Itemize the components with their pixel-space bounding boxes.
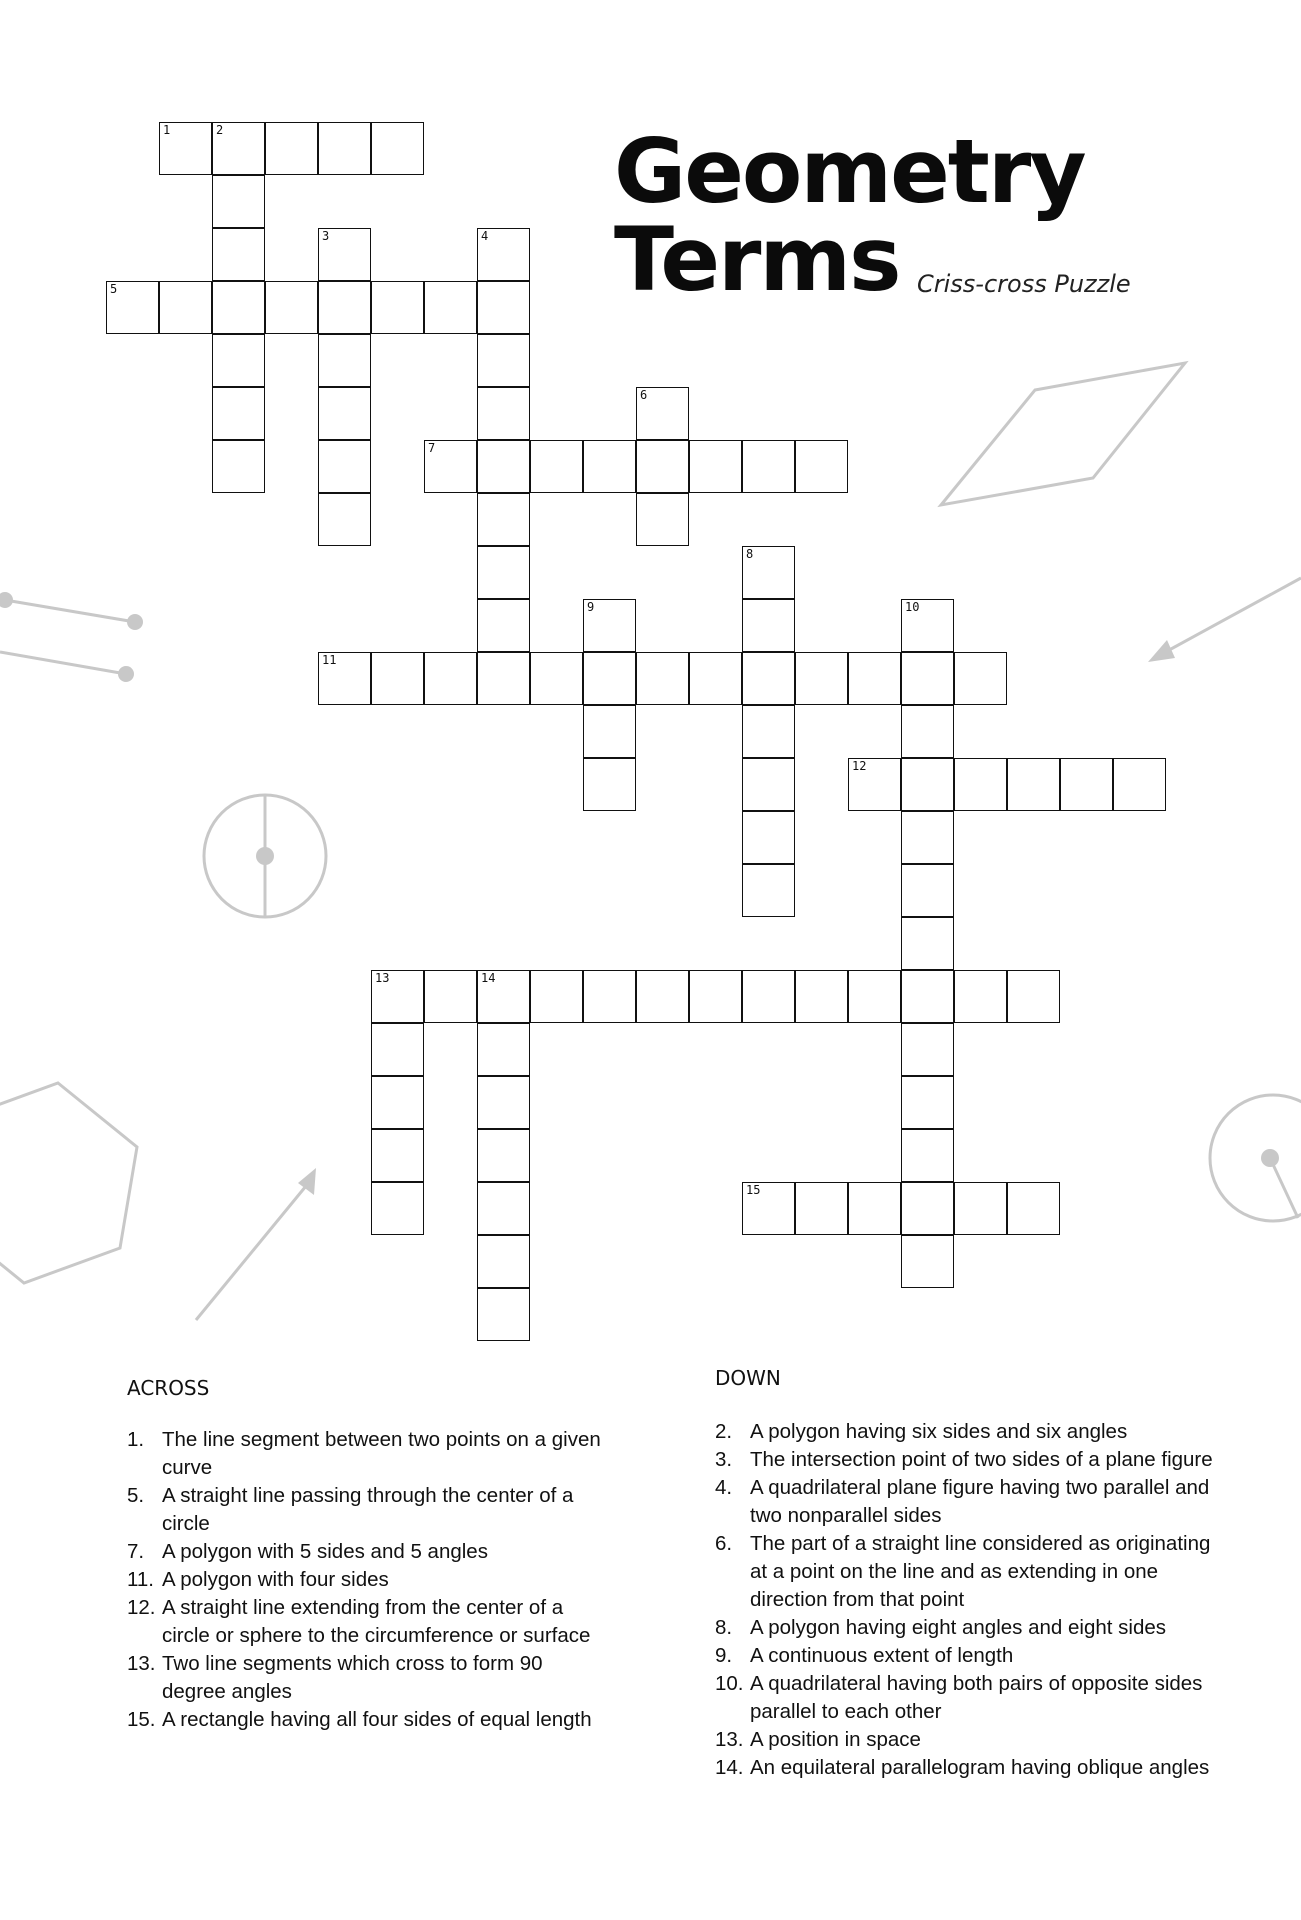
clue-number: 2.	[715, 1420, 733, 1443]
across-clue	[127, 1482, 610, 1538]
crossword-cell[interactable]	[901, 1235, 954, 1288]
crossword-cell[interactable]	[901, 652, 954, 705]
crossword-cell[interactable]	[318, 652, 371, 705]
crossword-cell[interactable]	[477, 387, 530, 440]
crossword-cell[interactable]	[371, 1076, 424, 1129]
crossword-cell[interactable]	[689, 970, 742, 1023]
crossword-cell[interactable]	[530, 652, 583, 705]
crossword-cell[interactable]	[901, 758, 954, 811]
down-clue	[715, 1418, 1213, 1446]
cell-number: 7	[428, 441, 436, 455]
cell-number: 8	[746, 547, 754, 561]
crossword-cell[interactable]	[742, 599, 795, 652]
crossword-cell[interactable]	[477, 1182, 530, 1235]
crossword-cell[interactable]	[477, 1235, 530, 1288]
crossword-cell[interactable]	[477, 334, 530, 387]
crossword-cell[interactable]	[1060, 758, 1113, 811]
crossword-cell[interactable]	[583, 758, 636, 811]
cell-number: 4	[481, 229, 489, 243]
title-line-1: Geometry	[614, 120, 1085, 223]
down-clue-list	[715, 1418, 1213, 1782]
crossword-cell[interactable]	[371, 1129, 424, 1182]
cell-number: 13	[375, 971, 390, 985]
crossword-cell[interactable]	[636, 440, 689, 493]
down-clue	[715, 1670, 1213, 1726]
crossword-cell[interactable]	[265, 122, 318, 175]
crossword-cell[interactable]	[1007, 970, 1060, 1023]
crossword-cell[interactable]	[159, 281, 212, 334]
crossword-cell[interactable]	[636, 387, 689, 440]
clue-text: An equilateral parallelogram having oblique angles	[750, 1756, 1210, 1779]
clue-text: A quadrilateral having both pairs of opposite sides parallel to each other	[750, 1672, 1203, 1723]
across-heading: ACROSS	[127, 1376, 210, 1400]
crossword-cell[interactable]	[742, 864, 795, 917]
clue-text: Two line segments which cross to form 90 degree angles	[162, 1652, 543, 1703]
crossword-cell[interactable]	[212, 228, 265, 281]
crossword-cell[interactable]	[477, 440, 530, 493]
crossword-cell[interactable]	[848, 970, 901, 1023]
line-segments-shape	[0, 592, 143, 682]
crossword-cell[interactable]	[371, 281, 424, 334]
clue-text: The line segment between two points on a given curve	[162, 1428, 601, 1479]
cell-number: 12	[852, 759, 867, 773]
crossword-cell[interactable]	[954, 652, 1007, 705]
crossword-cell[interactable]	[901, 917, 954, 970]
crossword-cell[interactable]	[477, 599, 530, 652]
crossword-cell[interactable]	[583, 652, 636, 705]
crossword-cell[interactable]	[795, 1182, 848, 1235]
crossword-cell[interactable]	[477, 493, 530, 546]
crossword-cell[interactable]	[424, 970, 477, 1023]
circle-diameter-shape	[204, 795, 326, 917]
clue-number: 9.	[715, 1644, 733, 1667]
crossword-cell[interactable]	[477, 970, 530, 1023]
crossword-cell[interactable]	[371, 652, 424, 705]
clue-text: The intersection point of two sides of a plane figure	[750, 1448, 1213, 1471]
down-clue	[715, 1642, 1213, 1670]
clue-text: A straight line extending from the center of a circle or sphere to the circumference or surface	[162, 1596, 591, 1647]
crossword-cell[interactable]	[848, 652, 901, 705]
crossword-cell[interactable]	[901, 970, 954, 1023]
crossword-cell[interactable]	[636, 970, 689, 1023]
crossword-cell[interactable]	[371, 1023, 424, 1076]
clue-number: 3.	[715, 1448, 733, 1471]
crossword-cell[interactable]	[795, 652, 848, 705]
crossword-cell[interactable]	[1007, 758, 1060, 811]
down-heading: DOWN	[715, 1366, 781, 1390]
hexagon-shape	[0, 1083, 137, 1283]
crossword-cell[interactable]	[689, 652, 742, 705]
clue-text: A polygon with four sides	[162, 1568, 389, 1591]
crossword-cell[interactable]	[424, 440, 477, 493]
crossword-cell[interactable]	[424, 281, 477, 334]
crossword-cell[interactable]	[795, 970, 848, 1023]
across-clue	[127, 1426, 610, 1482]
clue-number: 13.	[715, 1728, 744, 1751]
cell-number: 11	[322, 653, 337, 667]
crossword-cell[interactable]	[583, 440, 636, 493]
crossword-cell[interactable]	[901, 1023, 954, 1076]
clue-text: A quadrilateral plane figure having two parallel and two nonparallel sides	[750, 1476, 1210, 1527]
clue-text: A polygon with 5 sides and 5 angles	[162, 1540, 488, 1563]
circle-radius-shape	[1210, 1095, 1301, 1221]
crossword-cell[interactable]	[477, 1076, 530, 1129]
crossword-cell[interactable]	[212, 175, 265, 228]
crossword-cell[interactable]	[742, 811, 795, 864]
crossword-cell[interactable]	[901, 811, 954, 864]
crossword-cell[interactable]	[477, 228, 530, 281]
crossword-cell[interactable]	[901, 1182, 954, 1235]
cell-number: 14	[481, 971, 496, 985]
crossword-cell[interactable]	[318, 387, 371, 440]
crossword-cell[interactable]	[636, 493, 689, 546]
crossword-cell[interactable]	[954, 1182, 1007, 1235]
crossword-cell[interactable]	[530, 440, 583, 493]
crossword-cell[interactable]	[318, 281, 371, 334]
crossword-cell[interactable]	[742, 440, 795, 493]
crossword-cell[interactable]	[212, 387, 265, 440]
clue-number: 15.	[127, 1708, 156, 1731]
crossword-cell[interactable]	[530, 970, 583, 1023]
crossword-cell[interactable]	[954, 970, 1007, 1023]
crossword-cell[interactable]	[424, 652, 477, 705]
crossword-cell[interactable]	[1113, 758, 1166, 811]
down-clue	[715, 1614, 1213, 1642]
across-clue	[127, 1594, 610, 1650]
cell-number: 9	[587, 600, 595, 614]
crossword-cell[interactable]	[848, 1182, 901, 1235]
crossword-cell[interactable]	[318, 440, 371, 493]
crossword-cell[interactable]	[583, 599, 636, 652]
clue-number: 4.	[715, 1476, 733, 1499]
crossword-cell[interactable]	[477, 1129, 530, 1182]
crossword-cell[interactable]	[212, 440, 265, 493]
crossword-cell[interactable]	[742, 546, 795, 599]
puzzle-subtitle: Criss-cross Puzzle	[917, 270, 1131, 298]
crossword-cell[interactable]	[742, 970, 795, 1023]
crossword-cell[interactable]	[318, 228, 371, 281]
crossword-cell[interactable]	[477, 546, 530, 599]
crossword-cell[interactable]	[477, 281, 530, 334]
clue-text: A polygon having six sides and six angles	[750, 1420, 1128, 1443]
clue-text: A position in space	[750, 1728, 921, 1751]
arrow-ray-icon	[1148, 578, 1301, 662]
crossword-cell[interactable]	[636, 652, 689, 705]
crossword-cell[interactable]	[106, 281, 159, 334]
crossword-cell[interactable]	[742, 705, 795, 758]
clue-number: 5.	[127, 1484, 145, 1507]
arrow-up-right-icon	[196, 1168, 316, 1320]
crossword-cell[interactable]	[954, 758, 1007, 811]
clue-number: 6.	[715, 1532, 733, 1555]
cell-number: 6	[640, 388, 648, 402]
cell-number: 3	[322, 229, 330, 243]
crossword-cell[interactable]	[742, 1182, 795, 1235]
crossword-cell[interactable]	[795, 440, 848, 493]
crossword-cell[interactable]	[265, 281, 318, 334]
clue-text: A continuous extent of length	[750, 1644, 1014, 1667]
crossword-cell[interactable]	[212, 122, 265, 175]
clue-number: 11.	[127, 1568, 154, 1591]
crossword-cell[interactable]	[848, 758, 901, 811]
cell-number: 1	[163, 123, 171, 137]
crossword-cell[interactable]	[477, 1023, 530, 1076]
crossword-cell[interactable]	[583, 705, 636, 758]
clue-number: 14.	[715, 1756, 744, 1779]
title-line-2: Terms	[614, 208, 900, 311]
crossword-cell[interactable]	[742, 652, 795, 705]
crossword-cell[interactable]	[371, 970, 424, 1023]
clue-number: 8.	[715, 1616, 733, 1639]
cell-number: 15	[746, 1183, 761, 1197]
crossword-cell[interactable]	[901, 599, 954, 652]
crossword-cell[interactable]	[689, 440, 742, 493]
across-clue	[127, 1538, 610, 1566]
crossword-cell[interactable]	[1007, 1182, 1060, 1235]
clue-text: A rectangle having all four sides of equal length	[162, 1708, 592, 1731]
crossword-cell[interactable]	[901, 705, 954, 758]
crossword-cell[interactable]	[901, 864, 954, 917]
cell-number: 2	[216, 123, 224, 137]
crossword-cell[interactable]	[318, 122, 371, 175]
crossword-cell[interactable]	[583, 970, 636, 1023]
crossword-cell[interactable]	[371, 1182, 424, 1235]
crossword-cell[interactable]	[477, 1288, 530, 1341]
across-clue	[127, 1650, 610, 1706]
crossword-cell[interactable]	[318, 334, 371, 387]
down-clue	[715, 1754, 1213, 1782]
crossword-cell[interactable]	[371, 122, 424, 175]
across-clue-list	[127, 1426, 610, 1734]
clue-number: 12.	[127, 1596, 156, 1619]
crossword-cell[interactable]	[742, 758, 795, 811]
down-clue	[715, 1530, 1213, 1614]
down-clue	[715, 1446, 1213, 1474]
clue-number: 13.	[127, 1652, 156, 1675]
clue-text: A polygon having eight angles and eight sides	[750, 1616, 1167, 1639]
rhombus-shape	[941, 363, 1185, 505]
down-clue	[715, 1726, 1213, 1754]
crossword-cell[interactable]	[159, 122, 212, 175]
across-clue	[127, 1566, 610, 1594]
across-clue	[127, 1706, 610, 1734]
crossword-cell[interactable]	[901, 1129, 954, 1182]
crossword-cell[interactable]	[477, 652, 530, 705]
clue-number: 10.	[715, 1672, 744, 1695]
clue-number: 1.	[127, 1428, 145, 1451]
cell-number: 10	[905, 600, 920, 614]
crossword-cell[interactable]	[212, 334, 265, 387]
clue-text: A straight line passing through the center of a circle	[162, 1484, 574, 1535]
crossword-cell[interactable]	[318, 493, 371, 546]
down-clue	[715, 1474, 1213, 1530]
crossword-cell[interactable]	[901, 1076, 954, 1129]
clue-text: The part of a straight line considered as originating at a point on the line and as extending in one direction from that point	[750, 1532, 1211, 1611]
clue-number: 7.	[127, 1540, 145, 1563]
crossword-cell[interactable]	[212, 281, 265, 334]
cell-number: 5	[110, 282, 118, 296]
